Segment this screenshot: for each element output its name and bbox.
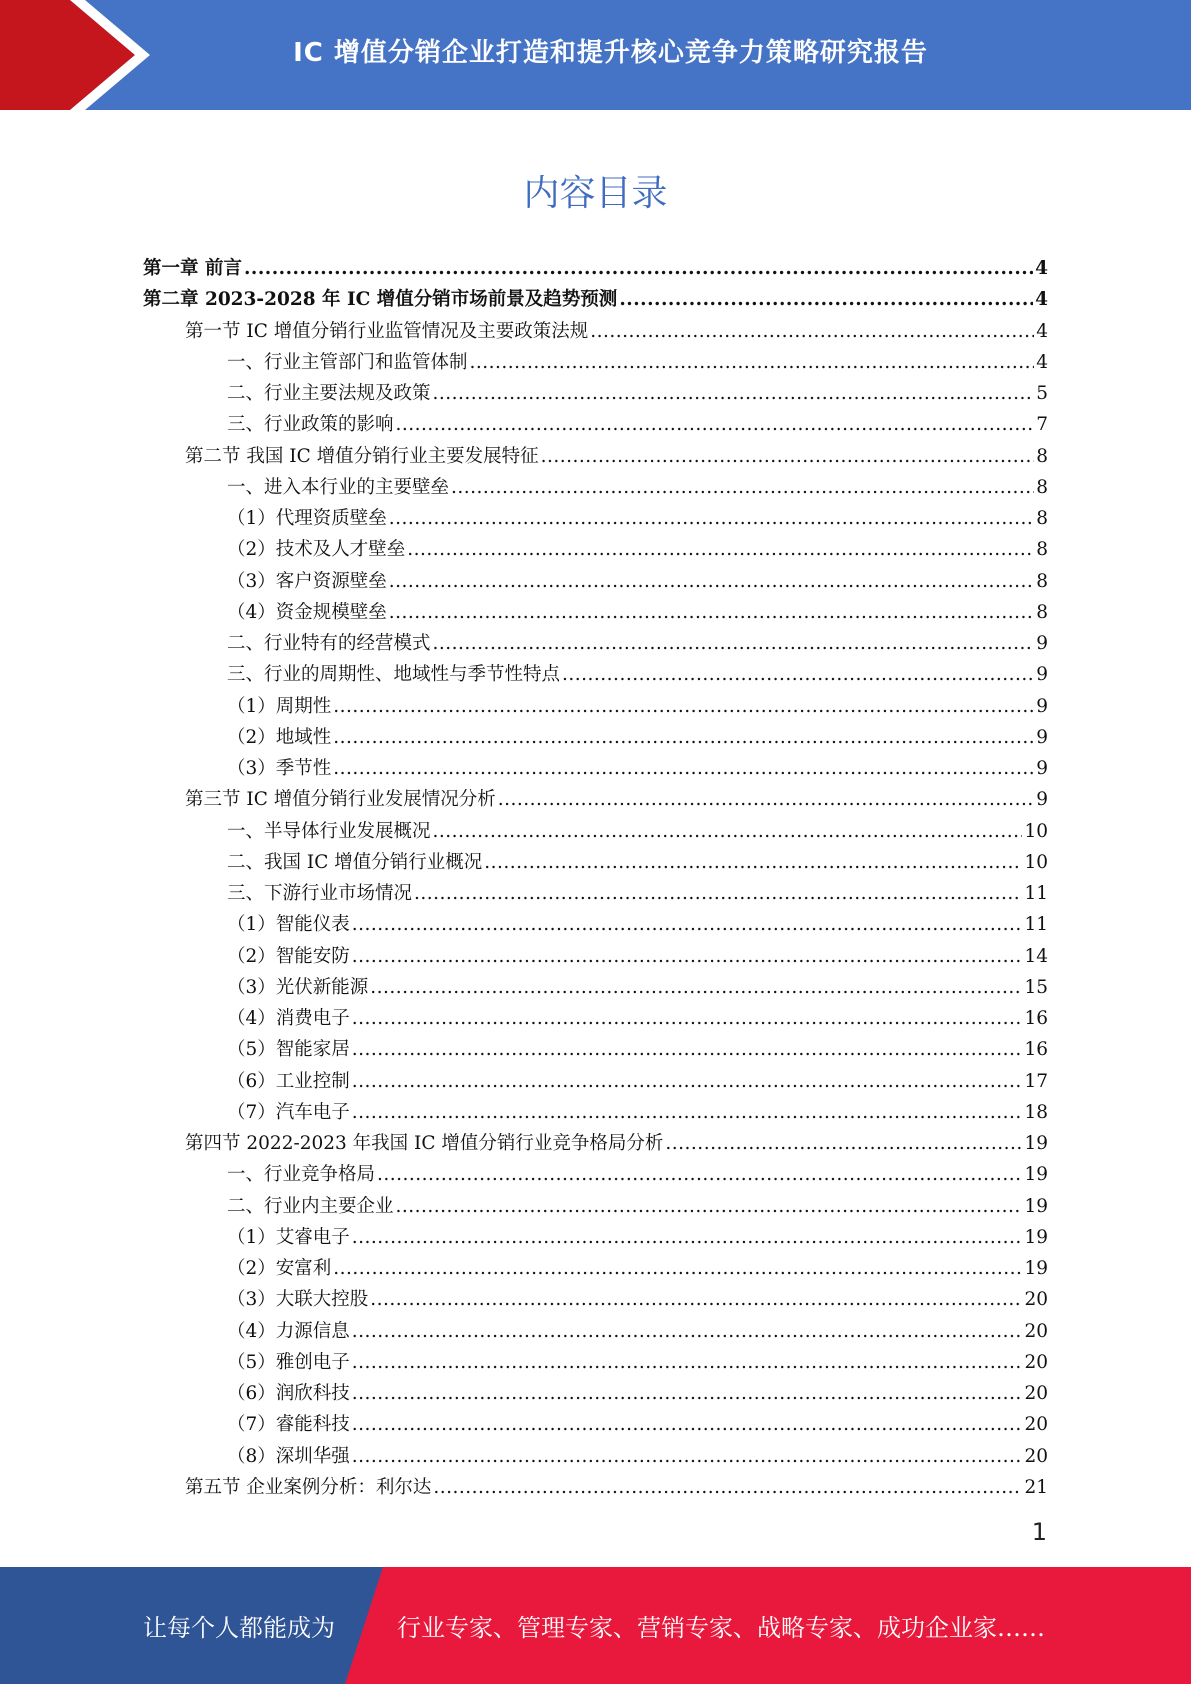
toc-entry-page: 8: [1036, 570, 1048, 592]
toc-dot-leader: [562, 664, 1034, 685]
toc-entry[interactable]: [143, 1067, 1048, 1098]
toc-entry[interactable]: [143, 1223, 1048, 1254]
toc-entry-title: 一、行业主管部门和监管体制: [227, 351, 468, 373]
toc-entry-title: 一、行业竞争格局: [227, 1164, 376, 1186]
toc-entry-title: （7）汽车电子: [227, 1101, 350, 1123]
toc-entry-title: （1）周期性: [227, 695, 332, 717]
toc-entry-title: 二、行业主要法规及政策: [227, 383, 431, 404]
toc-entry[interactable]: [143, 1004, 1048, 1035]
toc-dot-leader: [352, 1039, 1023, 1060]
toc-entry-title: （4）消费电子: [227, 1008, 350, 1029]
toc-entry-page: 9: [1036, 633, 1048, 654]
footer-slogan-left: 让每个人都能成为: [143, 1614, 335, 1642]
toc-dot-leader: [498, 789, 1034, 810]
toc-entry[interactable]: [143, 1348, 1048, 1379]
toc-entry-title: （1）智能仪表: [227, 914, 350, 936]
toc-entry-title: 二、行业特有的经营模式: [227, 633, 431, 654]
toc-entry-page: 4: [1035, 258, 1048, 279]
toc-entry-title: 第四节 2022-2023 年我国 IC 增值分销行业竞争格局分析: [185, 1133, 664, 1154]
toc-dot-leader: [370, 977, 1022, 998]
toc-entry[interactable]: [143, 442, 1048, 473]
toc-entry[interactable]: [143, 629, 1048, 660]
toc-entry-page: 11: [1024, 914, 1048, 936]
toc-dot-leader: [352, 1446, 1023, 1467]
toc-dot-leader: [370, 1289, 1022, 1310]
toc-entry[interactable]: [143, 1160, 1048, 1191]
toc-entry-page: 10: [1024, 820, 1048, 842]
toc-dot-leader: [352, 914, 1023, 935]
toc-dot-leader: [433, 821, 1023, 842]
toc-entry-page: 8: [1036, 445, 1048, 467]
toc-dot-leader: [389, 571, 1034, 592]
toc-dot-leader: [352, 1227, 1023, 1248]
toc-entry[interactable]: [143, 1473, 1048, 1504]
toc-dot-leader: [333, 758, 1034, 779]
toc-dot-leader: [333, 727, 1034, 748]
toc-entry-title: （7）睿能科技: [227, 1414, 350, 1436]
toc-entry-title: 第五节 企业案例分析：利尔达: [185, 1476, 432, 1498]
toc-entry-page: 18: [1024, 1101, 1048, 1123]
toc-entry-page: 8: [1036, 508, 1048, 529]
table-of-contents: [143, 254, 1048, 1504]
toc-entry[interactable]: [143, 754, 1048, 785]
toc-entry-page: 9: [1036, 664, 1048, 686]
toc-dot-leader: [352, 1071, 1023, 1092]
toc-dot-leader: [352, 1414, 1023, 1435]
toc-entry-title: 第二节 我国 IC 增值分销行业主要发展特征: [185, 445, 539, 467]
header-band: [0, 0, 1191, 110]
toc-entry-page: 11: [1024, 883, 1048, 904]
toc-entry-page: 9: [1036, 758, 1048, 779]
toc-entry-page: 9: [1036, 695, 1048, 717]
toc-entry-page: 19: [1024, 1258, 1048, 1279]
toc-dot-leader: [352, 1008, 1023, 1029]
toc-entry-title: （6）工业控制: [227, 1070, 350, 1092]
toc-entry-title: （4）力源信息: [227, 1320, 350, 1342]
toc-entry-page: 8: [1036, 476, 1048, 498]
toc-entry-title: 第一节 IC 增值分销行业监管情况及主要政策法规: [185, 320, 589, 342]
toc-entry[interactable]: [143, 692, 1048, 723]
toc-entry[interactable]: [143, 1379, 1048, 1410]
toc-dot-leader: [396, 414, 1035, 435]
toc-entry[interactable]: [143, 598, 1048, 629]
toc-entry[interactable]: [143, 473, 1048, 504]
toc-entry[interactable]: [143, 504, 1048, 535]
toc-entry-page: 20: [1024, 1320, 1048, 1342]
toc-entry[interactable]: [143, 1192, 1048, 1223]
toc-entry-title: 一、进入本行业的主要壁垒: [227, 476, 450, 498]
toc-entry[interactable]: [143, 848, 1048, 879]
toc-entry[interactable]: [143, 1098, 1048, 1129]
toc-dot-leader: [484, 852, 1022, 873]
toc-dot-leader: [333, 696, 1034, 717]
toc-dot-leader: [396, 1196, 1023, 1217]
toc-entry[interactable]: [143, 348, 1048, 379]
toc-dot-leader: [414, 883, 1022, 904]
toc-entry-title: 第三节 IC 增值分销行业发展情况分析: [185, 789, 496, 811]
toc-entry-page: 4: [1035, 289, 1048, 311]
toc-dot-leader: [541, 446, 1035, 467]
toc-entry[interactable]: [143, 910, 1048, 941]
toc-entry[interactable]: [143, 785, 1048, 816]
toc-entry-title: （3）客户资源壁垒: [227, 570, 387, 592]
toc-entry[interactable]: [143, 379, 1048, 410]
toc-dot-leader: [590, 321, 1034, 342]
toc-entry-page: 8: [1036, 601, 1048, 623]
toc-entry-title: 二、行业内主要企业: [227, 1195, 394, 1217]
toc-entry-page: 19: [1024, 1164, 1048, 1186]
toc-entry-page: 4: [1036, 351, 1048, 373]
page-number: 1: [1031, 1518, 1047, 1546]
toc-entry[interactable]: [143, 1285, 1048, 1316]
toc-entry[interactable]: [143, 723, 1048, 754]
toc-dot-leader: [244, 258, 1033, 279]
toc-entry-title: （1）代理资质壁垒: [227, 508, 387, 529]
header-title: IC 增值分销企业打造和提升核心竞争力策略研究报告: [293, 37, 928, 68]
toc-entry-page: 4: [1036, 320, 1048, 342]
toc-entry-page: 17: [1024, 1070, 1048, 1092]
toc-entry[interactable]: [143, 567, 1048, 598]
toc-dot-leader: [352, 1352, 1023, 1373]
toc-entry-title: 三、行业的周期性、地域性与季节性特点: [227, 664, 561, 686]
toc-dot-leader: [352, 1383, 1023, 1404]
toc-entry-title: （2）技术及人才壁垒: [227, 539, 406, 561]
toc-entry-page: 19: [1024, 1133, 1048, 1154]
toc-entry-title: 三、下游行业市场情况: [227, 883, 413, 904]
toc-entry-title: （8）深圳华强: [227, 1445, 350, 1467]
toc-entry-title: 一、半导体行业发展概况: [227, 820, 431, 842]
toc-entry-page: 20: [1024, 1445, 1048, 1467]
toc-entry-title: （3）光伏新能源: [227, 976, 369, 998]
toc-entry-title: （2）智能安防: [227, 945, 350, 967]
toc-entry-title: （2）安富利: [227, 1258, 332, 1279]
toc-entry-page: 16: [1024, 1039, 1048, 1061]
toc-entry-page: 20: [1024, 1414, 1048, 1436]
toc-entry-title: （1）艾睿电子: [227, 1226, 350, 1248]
toc-entry-page: 19: [1024, 1195, 1048, 1217]
toc-entry-title: （3）大联大控股: [227, 1289, 369, 1311]
toc-dot-leader: [619, 289, 1033, 310]
toc-entry-title: （4）资金规模壁垒: [227, 601, 387, 623]
toc-entry[interactable]: [143, 1317, 1048, 1348]
toc-dot-leader: [451, 477, 1034, 498]
toc-entry-page: 8: [1036, 539, 1048, 561]
toc-entry-title: （5）智能家居: [227, 1039, 350, 1061]
toc-entry[interactable]: [143, 410, 1048, 441]
toc-entry-title: 三、行业政策的影响: [227, 414, 394, 436]
toc-entry-page: 15: [1024, 976, 1048, 998]
toc-dot-leader: [433, 383, 1035, 404]
toc-dot-leader: [433, 1477, 1022, 1498]
toc-entry-page: 20: [1024, 1383, 1048, 1404]
footer-slogan-right: 行业专家、管理专家、营销专家、战略专家、成功企业家……: [397, 1614, 1045, 1642]
toc-entry-page: 20: [1024, 1351, 1048, 1373]
toc-entry-page: 5: [1036, 383, 1048, 404]
toc-entry-title: （5）雅创电子: [227, 1351, 350, 1373]
toc-dot-leader: [333, 1258, 1022, 1279]
toc-entry-page: 10: [1024, 851, 1048, 873]
toc-entry[interactable]: [143, 973, 1048, 1004]
toc-dot-leader: [433, 633, 1035, 654]
toc-dot-leader: [665, 1133, 1022, 1154]
toc-entry-page: 20: [1024, 1289, 1048, 1311]
toc-entry[interactable]: [143, 660, 1048, 691]
toc-dot-leader: [407, 539, 1034, 560]
toc-entry[interactable]: [143, 942, 1048, 973]
toc-entry[interactable]: [143, 1035, 1048, 1066]
toc-dot-leader: [389, 508, 1034, 529]
toc-entry[interactable]: [143, 317, 1048, 348]
toc-entry[interactable]: [143, 1410, 1048, 1441]
toc-entry[interactable]: [143, 535, 1048, 566]
toc-dot-leader: [470, 352, 1035, 373]
toc-dot-leader: [377, 1164, 1022, 1185]
toc-dot-leader: [352, 1321, 1023, 1342]
toc-entry-page: 9: [1036, 726, 1048, 748]
toc-entry-page: 9: [1036, 789, 1048, 811]
toc-entry-title: （6）润欣科技: [227, 1383, 350, 1404]
toc-entry-title: （3）季节性: [227, 758, 332, 779]
toc-entry-page: 19: [1024, 1226, 1048, 1248]
toc-entry[interactable]: [143, 817, 1048, 848]
toc-dot-leader: [352, 946, 1023, 967]
toc-entry[interactable]: [143, 254, 1048, 285]
toc-dot-leader: [352, 1102, 1023, 1123]
toc-entry[interactable]: [143, 879, 1048, 910]
toc-entry[interactable]: [143, 1442, 1048, 1473]
toc-dot-leader: [389, 602, 1034, 623]
toc-entry-page: 21: [1024, 1476, 1048, 1498]
toc-entry-page: 16: [1024, 1008, 1048, 1029]
toc-title: 内容目录: [523, 173, 668, 214]
toc-entry-page: 14: [1024, 945, 1048, 967]
toc-entry-title: （2）地域性: [227, 726, 332, 748]
toc-entry-title: 第二章 2023-2028 年 IC 增值分销市场前景及趋势预测: [143, 289, 618, 311]
toc-entry[interactable]: [143, 285, 1048, 316]
toc-entry-page: 7: [1036, 414, 1048, 436]
footer-band: [0, 1567, 1191, 1684]
toc-entry[interactable]: [143, 1254, 1048, 1285]
toc-entry-title: 二、我国 IC 增值分销行业概况: [227, 851, 483, 873]
toc-entry[interactable]: [143, 1129, 1048, 1160]
toc-entry-title: 第一章 前言: [143, 258, 242, 279]
